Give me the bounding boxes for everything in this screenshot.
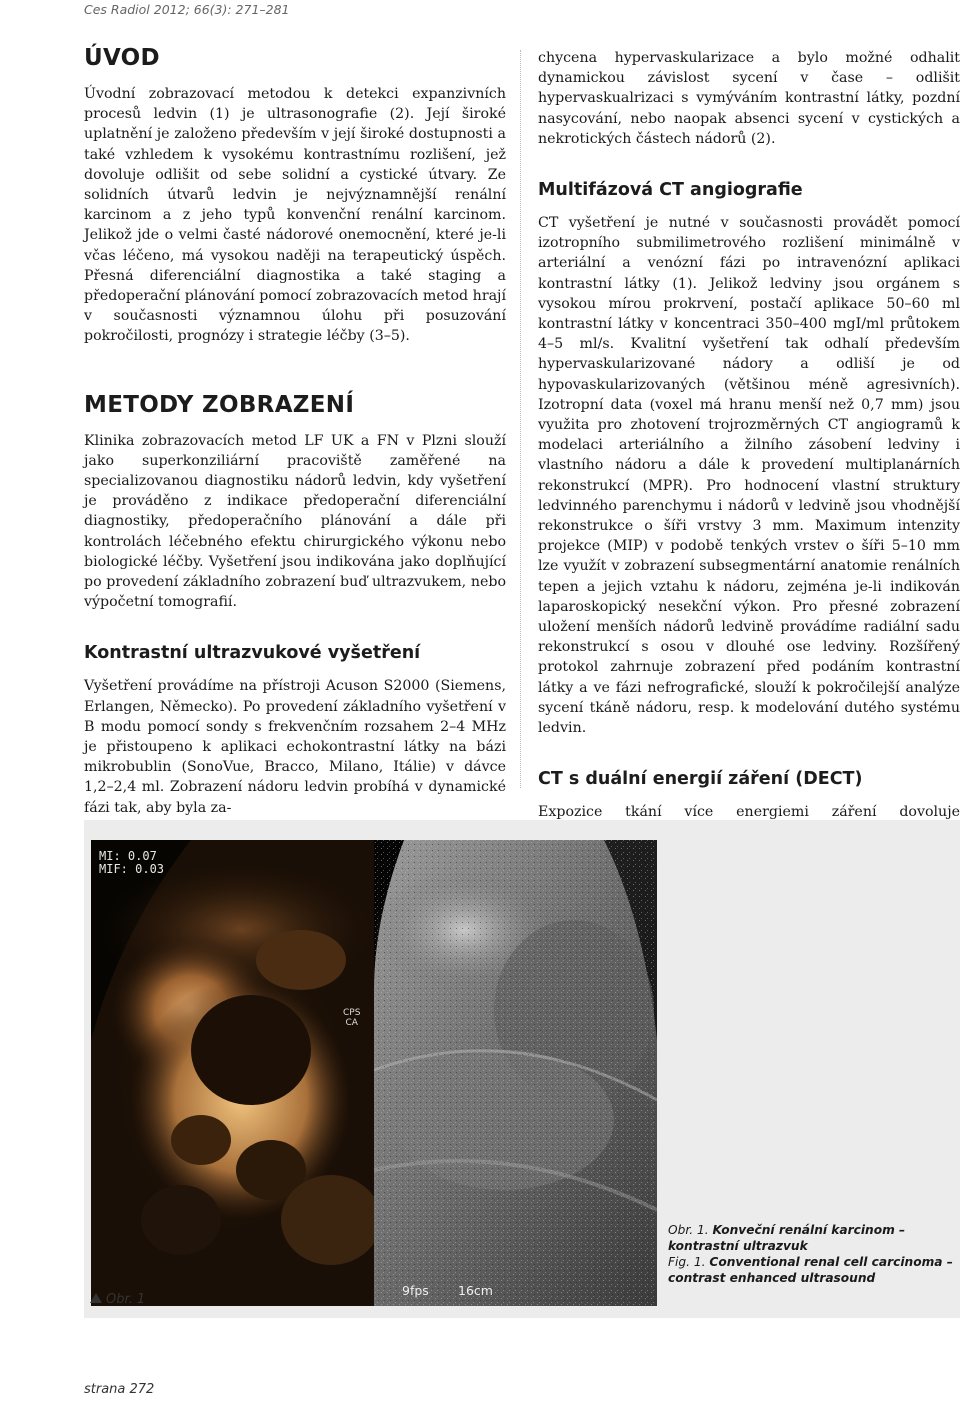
contrast-ultrasound-picture — [91, 840, 374, 1306]
figure-caption — [668, 1222, 958, 1286]
figure-marker-label: Obr. 1 — [106, 1292, 146, 1307]
caption-en-text: Conventional renal cell carcinoma – contrast enhanced ultrasound — [668, 1255, 953, 1285]
section-heading-uvod: ÚVOD — [84, 45, 160, 71]
caption-cz-prefix: Obr. 1. — [668, 1223, 709, 1237]
caption-en-prefix: Fig. 1. — [668, 1255, 706, 1269]
depth-label: 16cm — [458, 1283, 493, 1298]
figure-panel — [84, 820, 960, 1318]
side-label-cps: CPS — [343, 1008, 361, 1018]
right-column — [538, 48, 960, 863]
paragraph-kontrastni-ultrazvuk: Vyšetření provádíme na přístroji Acuson S2000 (Siemens, Erlangen, Německo). Po provedení základního vyšetření v B modu pomocí sondy s frekvenčním rozsahem 2–4 MHz je přistoupeno k aplikaci echokontrastní látky na bázi mikrobublin (SonoVue, Bracco, Milano, Itálie) v dávce 1,2–2,4 ml. Zobrazení nádoru ledvin probíhá v dynamické fázi tak, aby byla za- — [84, 678, 506, 816]
column-divider — [520, 50, 521, 788]
mi-value: MI: 0.07 — [99, 849, 157, 863]
section-heading-metody: METODY ZOBRAZENÍ — [84, 391, 355, 418]
paragraph-uvod: Úvodní zobrazovací metodou k detekci expanzivních procesů ledvin (1) je ultrasonografie (2). Její široké uplatnění je založeno především v její široké dostupnosti a také vzhledem k vysokému kontrastnímu rozlišení, jež dovoluje odlišit od sebe solidní a cystické útvary. Ze solidních útvarů ledvin je nejvýznamnější renální karcinom a z jeho typů konvenční renální karcinom. Jelikož jde o velmi časté nádorové onemocnění, které je-li včas léčeno, má vysokou naději na terapeutický úspěch. Přesná diferenciální diagnostika a také staging a předoperační plánování pomocí zobrazovacích metod hrají v současnosti významnou úlohu při posuzování pokročilosti, prognózy i strategie léčby (3–5). — [84, 86, 506, 345]
b-mode-ultrasound-picture — [374, 840, 657, 1306]
ultrasound-image — [91, 840, 657, 1306]
caption-czech — [668, 1222, 958, 1254]
page-number: strana 272 — [84, 1382, 155, 1397]
paragraph-metody: Klinika zobrazovacích metod LF UK a FN v Plzni slouží jako superkonziliární pracoviště zaměřené na specializovanou diagnostiku nádorů ledvin, kdy vyšetření je prováděno z indikace předoperační diferenciální diagnostiky, předoperačního plánování a dále při kontrolách léčebného efektu chirurgického výkonu nebo biologické léčby. Vyšetření jsou indikována jako doplňující po provedení základního zobrazení buď ultrazvukem, nebo výpočetní tomografií. — [84, 432, 506, 611]
b-mode-pane — [374, 840, 657, 1306]
left-column — [84, 44, 506, 818]
caption-english — [668, 1254, 958, 1286]
subsection-heading-dect: CT s duální energií záření (DECT) — [538, 769, 863, 790]
paragraph-ct-angiografie: CT vyšetření je nutné v současnosti provádět pomocí izotropního submilimetrového rozlišení minimálně v arteriální a venózní fázi po intravenózní aplikaci kontrastní látky (1). Jelikož ledviny jsou orgánem s vysokou mírou prokrvení, postačí aplikace 50–60 ml kontrastní látky v koncentraci 350–400 mgI/ml průtokem 4–5 ml/s. Kvalitní vyšetření tak odhalí především hypervaskularizované nádory a odliší je od hypovaskularizovaných (většinou méně agresivních). Izotropní data (voxel má hranu menší než 0,7 mm) jsou využita pro zhotovení trojrozměrných CT angiogramů k modelaci arteriálního a žilního zásobení ledviny i vlastního nádoru a dále k provedení multiplanárních rekonstrukcí (MPR). Pro hodnocení vlastní struktury ledvinného parenchymu i nádorů v ledvině jsou vhodnější rekonstrukce o šíři vrstvy 3 mm. Maximum intenzity projekce (MIP) v podobě tenkých vrstev o šíři 5–10 mm lze využít v zobrazení subsegmentární anatomie renálních tepen a jejich vztahu k nádoru, zejména je-li indikován laparoskopický nesekční výkon. Pro přesné zobrazení uložení menších nádorů ledvině provádíme radiální sadu rekonstrukcí s osou v dlouhé ose ledviny. Rozšířený protokol zahrnuje zobrazení před podáním kontrastní látky a ve fázi nefrografické, slouží k pokročilejší analýze sycení tkáně nádoru, resp. k modelování dutého systému ledvin. — [538, 215, 960, 737]
figure-marker — [90, 1292, 145, 1307]
mechanical-index-readout — [99, 850, 164, 876]
subsection-heading-ct-angiografie: Multifázová CT angiografie — [538, 180, 803, 201]
triangle-up-icon — [90, 1293, 102, 1303]
paragraph-continuation: chycena hypervaskularizace a bylo možné odhalit dynamickou závislost sycení v čase – odlišit hypervaskualrizaci s vymýváním kontrastní látky, pozdní nasycování, nebo naopak absenci sycení v cystických a nekrotických částech nádorů (2). — [538, 50, 960, 147]
subsection-heading-kontrastni-ultrazvuk: Kontrastní ultrazvukové vyšetření — [84, 643, 421, 664]
mif-value: MIF: 0.03 — [99, 862, 165, 876]
paragraph-dect: Expozice tkání více energiemi záření dovoluje — [538, 804, 960, 821]
caption-cz-text: Konveční renální karcinom – kontrastní ultrazvuk — [668, 1223, 906, 1253]
side-label-ca: CA — [345, 1018, 358, 1028]
journal-reference: Ces Radiol 2012; 66(3): 271–281 — [84, 2, 290, 17]
contrast-mode-pane — [91, 840, 374, 1306]
mode-side-label — [343, 1008, 360, 1028]
frame-rate-label: 9fps — [402, 1283, 429, 1298]
